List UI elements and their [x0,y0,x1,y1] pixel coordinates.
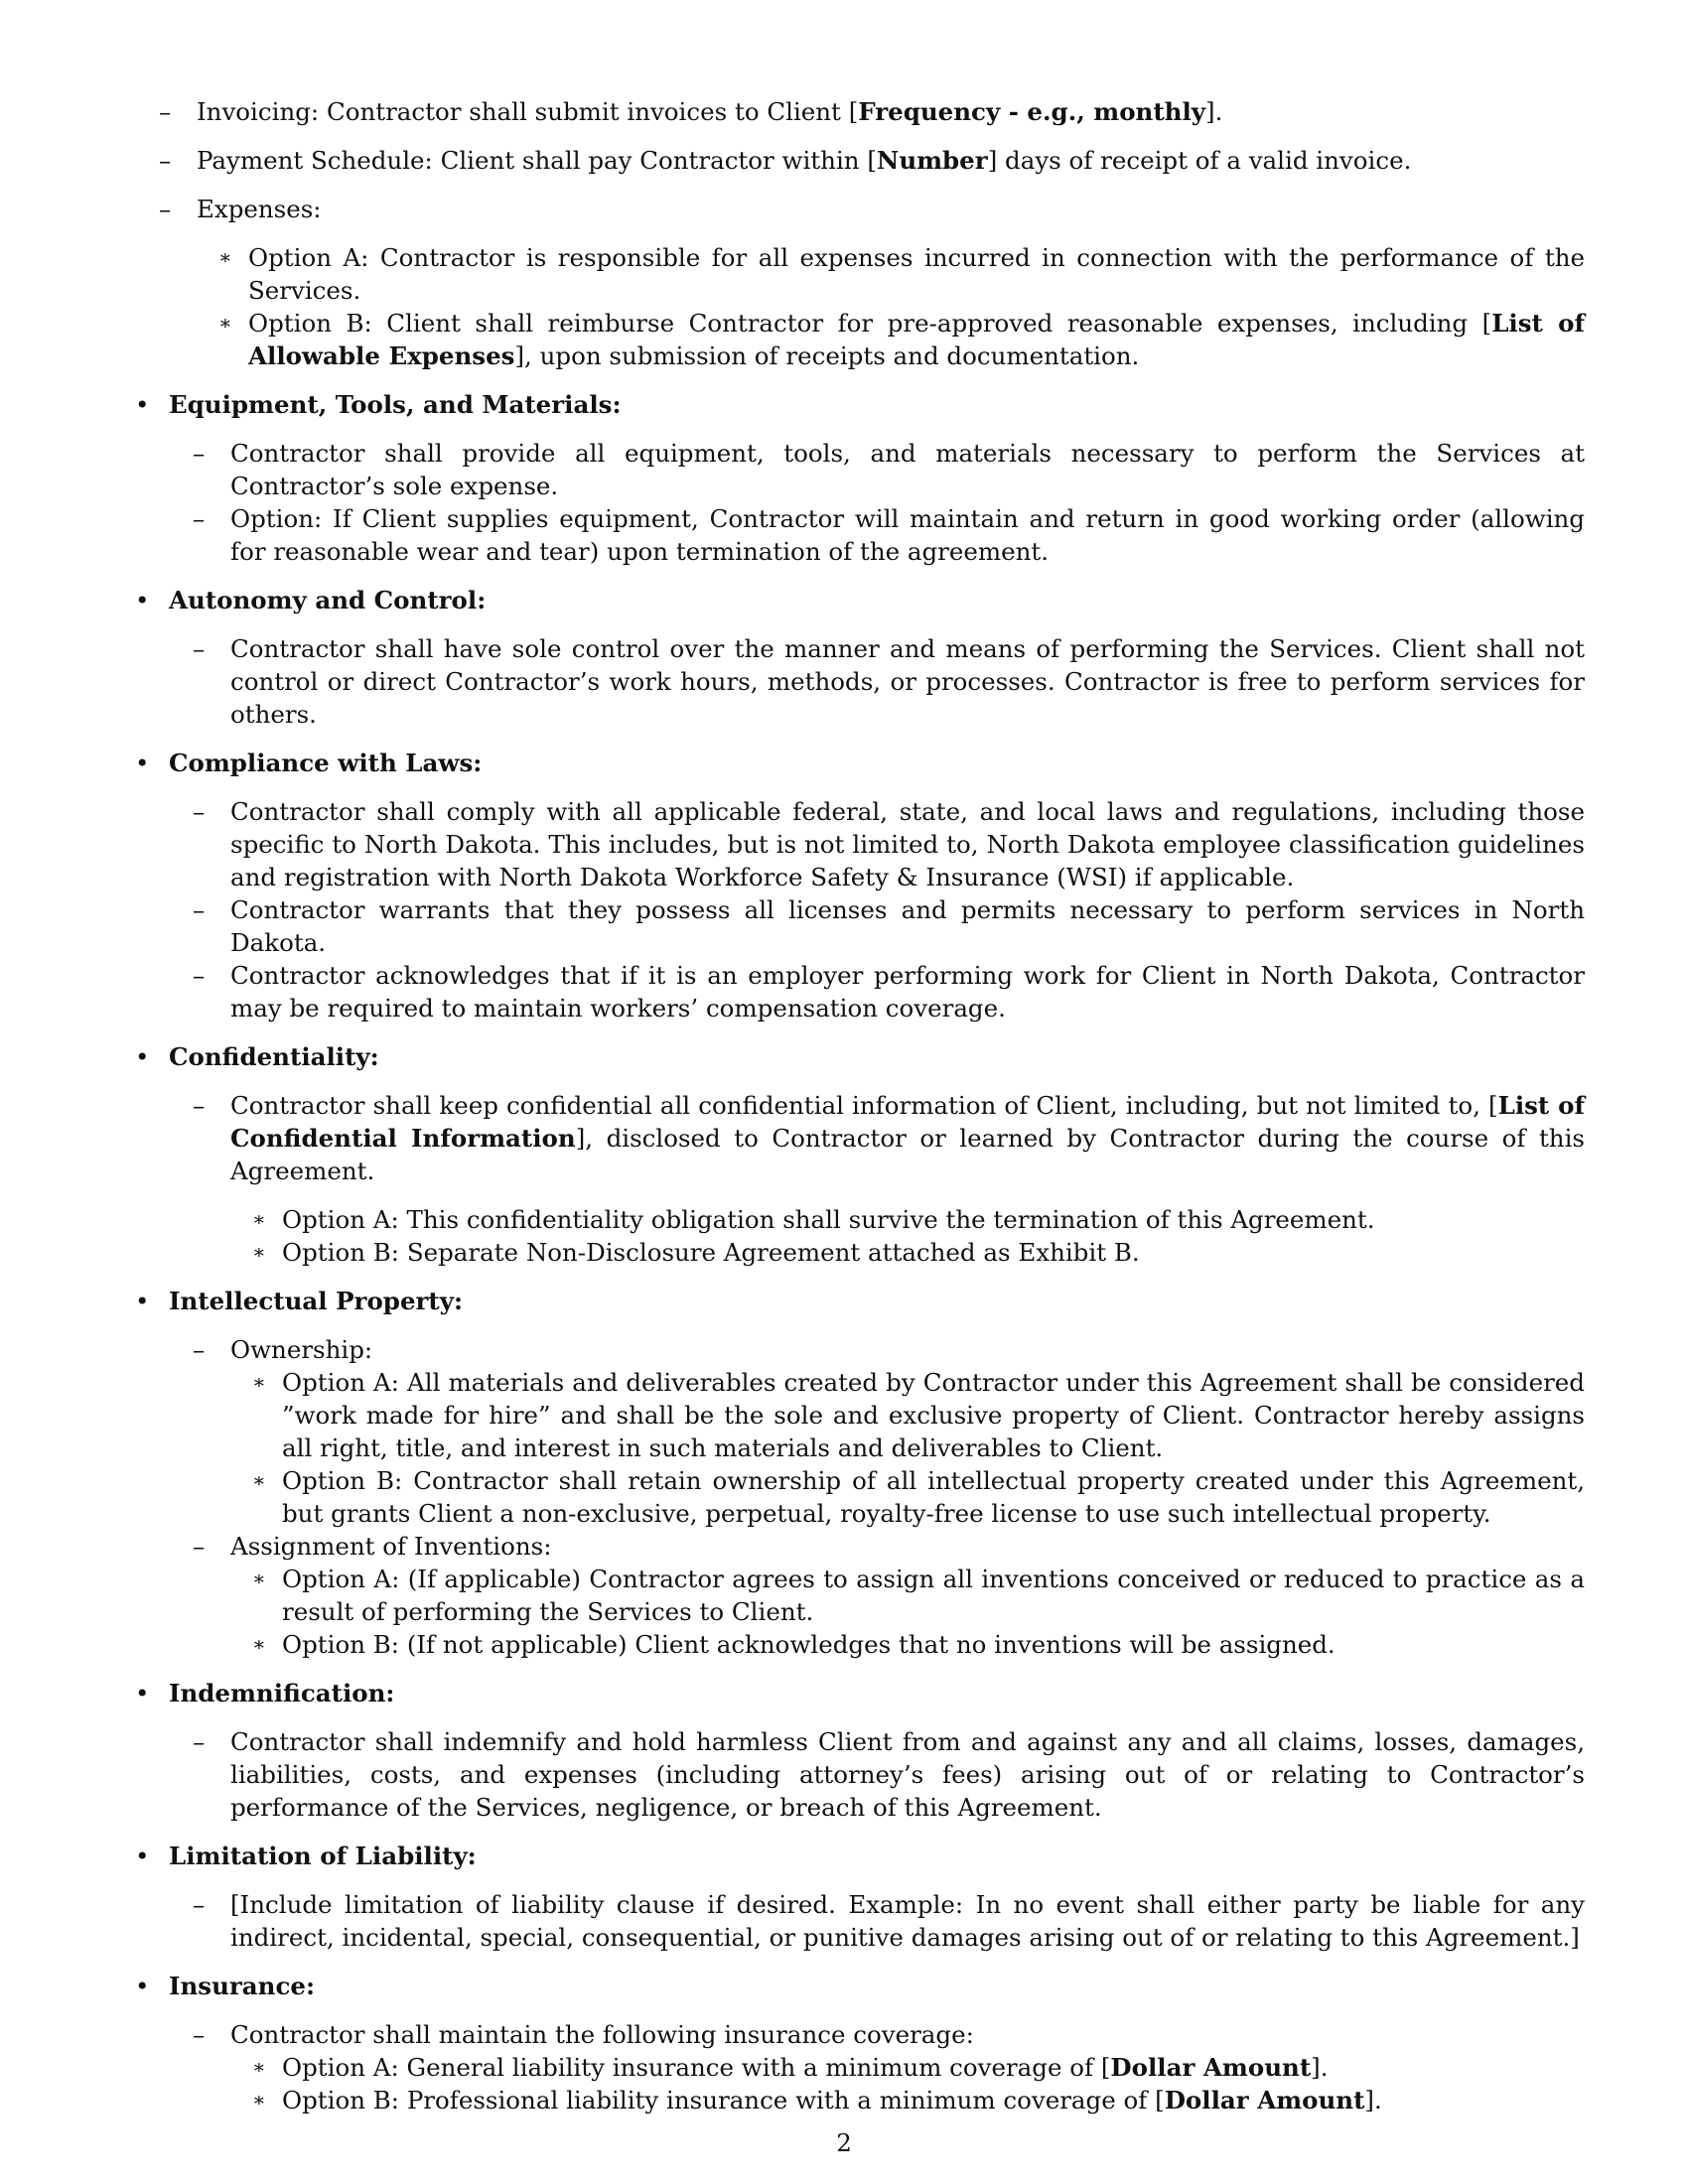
placeholder-dollar-amount: Dollar Amount [1164,2086,1365,2115]
dash-marker: – [193,1335,206,1364]
section-title: • Indemnification: [169,1679,395,1707]
placeholder-number: Number [876,146,988,175]
payment-schedule-item: – Payment Schedule: Client shall pay Contractor within [Number] days of receipt of a valid invoice. [159,146,1412,175]
dash-marker: – [193,797,206,826]
section-autonomy [135,584,1585,731]
section-insurance [135,1970,1585,2116]
expenses-item: – Expenses: ∗ Option A: Contractor is responsible for all expenses incurred in connection with the performance of the Services. ∗ Option B: Client shall reimburse Contractor for pre-approved reasonable expenses, including [List of Allowable Expenses], upon submission of receipts and documentation. [159,195,1585,370]
section-equipment [135,388,1585,568]
expenses-option-b: ∗ Option B: Client shall reimburse Contractor for pre-approved reasonable expenses, including [List of Allowable Expenses], upon submission of receipts and documentation. [218,309,1585,370]
indemnification-list [169,1725,1585,1824]
list-item: – Contractor shall indemnify and hold harmless Client from and against any and all claims, losses, damages, liabilities, costs, and expenses (including attorney’s fees) arising out of or relating to Contractor’s performance of the Services, negligence, or breach of this Agreement. [193,1727,1585,1822]
ownership-option-a: ∗ Option A: All materials and deliverables created by Contractor under this Agreement shall be considered ”work made for hire” and shall be the sole and exclusive property of Client. Contractor hereby assigns all right, title, and interest in such materials and deliverables to Client. [252,1368,1585,1462]
inventions-options [230,1563,1585,1661]
inventions-option-b: ∗ Option B: (If not applicable) Client acknowledges that no inventions will be assigned. [252,1630,1336,1659]
autonomy-list [169,632,1585,731]
ownership-options [230,1366,1585,1530]
dash-marker: – [193,895,206,924]
list-item: – Contractor shall maintain the following insurance coverage: ∗ Option A: General liability insurance with a minimum coverage of [Dollar Amount]. ∗ Option B: Professional liability insurance with a minimum coverage of [Dollar Amount]. [169,2018,1585,2116]
ownership-option-b: ∗ Option B: Contractor shall retain ownership of all intellectual property created under this Agreement, but grants Client a non-exclusive, perpetual, royalty-free license to use such intellectual property. [252,1466,1585,1528]
dash-marker: – [193,1727,206,1756]
confidentiality-option-b: ∗ Option B: Separate Non-Disclosure Agreement attached as Exhibit B. [252,1238,1140,1267]
section-limitation-of-liability [135,1840,1585,1954]
list-item: – Contractor shall have sole control over the manner and means of performing the Services. Client shall not control or direct Contractor’s work hours, methods, or processes. Contractor is free to perform services for others. [193,634,1585,729]
section-title: • Confidentiality: [169,1042,379,1071]
ip-list [169,1333,1585,1661]
insurance-option-a: ∗ Option A: General liability insurance with a minimum coverage of [Dollar Amount]. [252,2053,1329,2082]
expenses-options [197,241,1585,372]
confidentiality-list [169,1089,1585,1269]
inventions-item: – Assignment of Inventions: ∗ Option A: (If applicable) Contractor agrees to assign all inventions conceived or reduced to practice as a result of performing the Services to Client. ∗ Option B: (If not applicable) Client acknowledges that no inventions will be assigned. [193,1532,1585,1659]
placeholder-frequency: Frequency - e.g., monthly [858,97,1206,126]
dash-marker: – [193,634,206,663]
list-item: – Contractor shall provide all equipment, tools, and materials necessary to perform the Services at Contractor’s sole expense. [193,439,1585,500]
star-marker: ∗ [218,311,232,335]
list-item: – Contractor acknowledges that if it is an employer performing work for Client in North Dakota, Contractor may be required to maintain workers’ compensation coverage. [193,961,1585,1023]
section-intellectual-property [135,1285,1585,1661]
document-body [135,95,1585,2116]
sections-list [135,388,1585,2116]
dash-marker: – [193,1091,206,1120]
placeholder-dollar-amount: Dollar Amount [1110,2053,1312,2082]
invoicing-item: – Invoicing: Contractor shall submit invoices to Client [Frequency - e.g., monthly]. [159,97,1223,126]
section-title: • Compliance with Laws: [169,749,483,777]
star-marker: ∗ [252,1207,266,1231]
section-title: • Equipment, Tools, and Materials: [169,390,622,419]
inventions-option-a: ∗ Option A: (If applicable) Contractor agrees to assign all inventions conceived or reduced to practice as a result of performing the Services to Client. [252,1565,1585,1626]
list-item: – Option: If Client supplies equipment, Contractor will maintain and return in good working order (allowing for reasonable wear and tear) upon termination of the agreement. [193,504,1585,566]
section-compliance [135,747,1585,1024]
insurance-options [230,2051,1585,2116]
equipment-list [169,437,1585,568]
star-marker: ∗ [252,1240,266,1264]
placeholder-allowable-expenses: List of Allowable Expenses [248,309,1585,370]
star-marker: ∗ [218,245,232,269]
star-marker: ∗ [252,1370,266,1394]
dash-marker: – [193,1890,206,1919]
star-marker: ∗ [252,1567,266,1590]
star-marker: ∗ [252,2088,266,2112]
section-title: • Insurance: [169,1972,316,2000]
section-title: • Autonomy and Control: [169,586,487,614]
section-indemnification [135,1677,1585,1824]
insurance-list [169,2018,1585,2116]
dash-marker: – [193,2020,206,2049]
placeholder-confidential-info: List of Confidential Information [230,1091,1585,1153]
dash-marker: – [159,97,172,126]
star-marker: ∗ [252,1468,266,1492]
section-confidentiality [135,1040,1585,1269]
list-item: – Contractor shall keep confidential all confidential information of Client, including, but not limited to, [List of Confidential Information], disclosed to Contractor or learned by Contractor during the course of this Agreement. ∗ Option A: This confidentiality obligation shall survive the termination of this Agreement. ∗ Option B: Separate Non-Disclosure Agreement attached as Exhibit B. [193,1091,1585,1267]
confidentiality-options [230,1203,1585,1269]
section-title: • Limitation of Liability: [169,1842,477,1870]
ownership-item: – Ownership: ∗ Option A: All materials and deliverables created by Contractor under this Agreement shall be considered ”work made for hire” and shall be the sole and exclusive property of Client. Contractor hereby assigns all right, title, and interest in such materials and deliverables to Client. ∗ Option B: Contractor shall retain ownership of all intellectual property created under this Agreement, but grants Client a non-exclusive, perpetual, royalty-free license to use such intellectual property. [193,1335,1585,1528]
section-title: • Intellectual Property: [169,1287,464,1315]
star-marker: ∗ [252,1632,266,1656]
dash-marker: – [159,195,172,223]
list-item: – Contractor shall comply with all applicable federal, state, and local laws and regulations, including those specific to North Dakota. This includes, but is not limited to, North Dakota employee classification guidelines and registration with North Dakota Workforce Safety & Insurance (WSI) if applicable. [193,797,1585,891]
dash-marker: – [159,146,172,175]
list-item: – Contractor warrants that they possess all licenses and permits necessary to perform services in North Dakota. [193,895,1585,957]
confidentiality-option-a: ∗ Option A: This confidentiality obligation shall survive the termination of this Agreement. [252,1205,1375,1234]
expenses-option-a: ∗ Option A: Contractor is responsible for all expenses incurred in connection with the performance of the Services. [218,243,1585,305]
dash-marker: – [193,504,206,533]
payment-terms-list [135,95,1585,372]
liability-list [169,1888,1585,1954]
list-item: – [Include limitation of liability clause if desired. Example: In no event shall either party be liable for any indirect, incidental, special, consequential, or punitive damages arising out of or relating to this Agreement.] [193,1890,1585,1952]
insurance-option-b: ∗ Option B: Professional liability insurance with a minimum coverage of [Dollar Amount]. [252,2086,1382,2115]
dash-marker: – [193,439,206,468]
compliance-list [169,795,1585,1024]
page-number: 2 [836,2128,852,2157]
star-marker: ∗ [252,2055,266,2079]
dash-marker: – [193,1532,206,1561]
dash-marker: – [193,961,206,990]
